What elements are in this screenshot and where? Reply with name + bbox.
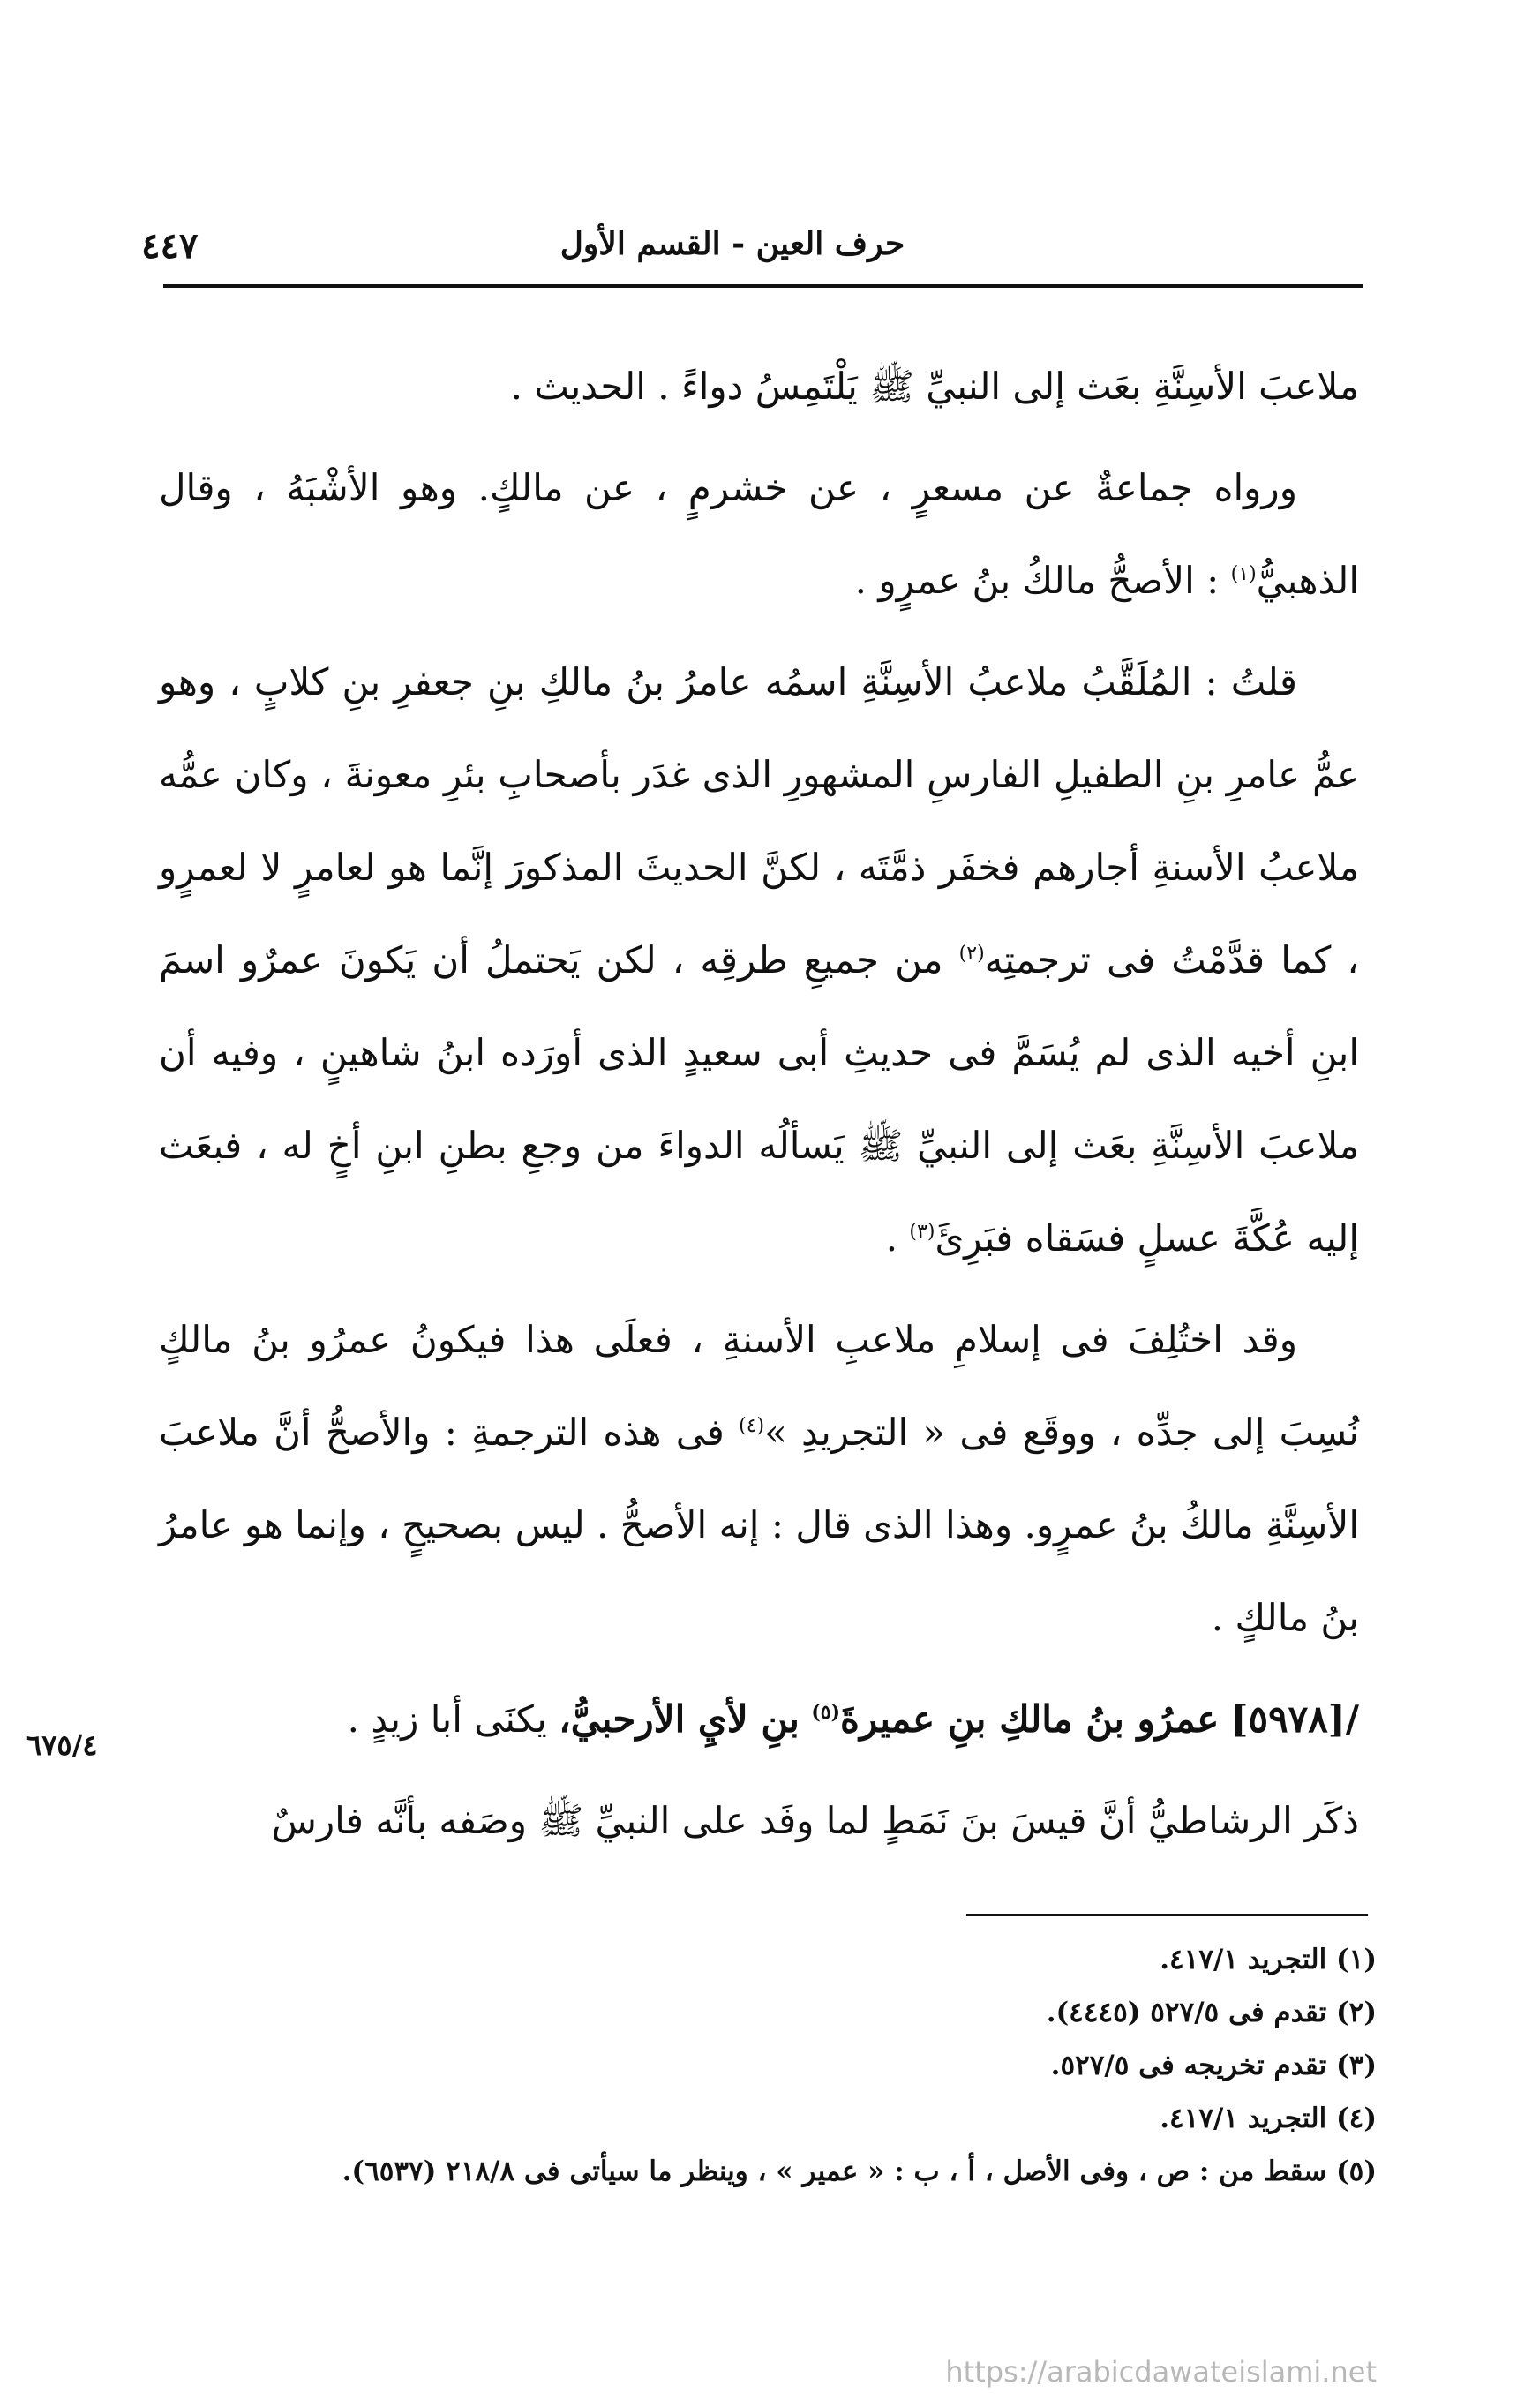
footnote-marker-3: (٣) xyxy=(909,1221,935,1243)
paragraph-2-text: ورواه جماعةٌ عن مسعرٍ ، عن خشرمٍ ، عن مالكٍ. وهو الأشْبَهُ ، وقال الذهبيُّ xyxy=(159,466,1359,602)
footnote-marker-4: (٤) xyxy=(739,1415,765,1437)
page-number: ٤٤٧ xyxy=(141,225,199,267)
watermark-url: https://arabicdawateislami.net xyxy=(945,2355,1377,2389)
footnote-5: (٥) سقط من : ص ، وفى الأصل ، أ ، ب : « عمير » ، وينظر ما سيأتى فى ٢١٨/٨ (٦٥٣٧). xyxy=(342,2156,1377,2187)
footnotes xyxy=(159,1933,1377,2198)
paragraph-3 xyxy=(159,636,1359,1284)
footnote-3: (٣) تقدم تخريجه فى ٥٢٧/٥. xyxy=(1050,2050,1377,2081)
footnote-1: (١) التجريد ٤١٧/١. xyxy=(1160,1944,1377,1975)
footnote-marker-5: (٥) xyxy=(811,1701,841,1724)
entry-name-continued: بنِ لأيِ الأرحبيُّ، xyxy=(559,1697,800,1741)
footnote-4: (٤) التجريد ٤١٧/١. xyxy=(1160,2103,1377,2134)
footnote-marker-1: (١) xyxy=(1230,563,1257,585)
paragraph-5-text: ذكَر الرشاطيُّ أنَّ قيسَ بنَ نَمَطٍ لما وفَد على النبيِّ ﷺ وصَفه بأنَّه فارسٌ xyxy=(271,1799,1359,1842)
header-divider xyxy=(163,284,1363,288)
footnote-2: (٢) تقدم فى ٥٢٧/٥ (٤٤٤٥). xyxy=(1046,1997,1377,2028)
paragraph-4-part-b: فى هذه الترجمةِ : والأصحُّ أنَّ ملاعبَ الأسِنَّةِ مالكُ بنُ عمرٍو. وهذا الذى قال : إنه الأصحُّ . ليس بصحيحٍ ، وإنما هو عامرُ بنُ مالكٍ . xyxy=(159,1411,1359,1639)
paragraph-4-part-a: وقد اختُلِفَ فى إسلامِ ملاعبِ الأسنةِ ، فعلَى هذا فيكونُ عمرُو بنُ مالكٍ نُسِبَ إلى جدِّه ، ووقَع فى « التجريدِ » xyxy=(159,1318,1359,1454)
entry-heading xyxy=(159,1673,1359,1765)
margin-reference: ٦٧٥/٤ xyxy=(26,1728,98,1762)
footnote-marker-2: (٢) xyxy=(958,943,985,965)
entry-name: عمرُو بنُ مالكِ بنِ عميرةَ xyxy=(840,1697,1220,1741)
paragraph-2 xyxy=(159,441,1359,627)
paragraph-3-end: . xyxy=(885,1216,898,1260)
footnote-divider xyxy=(966,1914,1368,1916)
paragraph-1-text: ملاعبَ الأسِنَّةِ بعَث إلى النبيِّ ﷺ يَلْتَمِسُ دواءً . الحديث . xyxy=(510,365,1359,408)
paragraph-2-end: : الأصحُّ مالكُ بنُ عمرٍو . xyxy=(854,559,1220,602)
entry-kunya: يكنَى أبا زيدٍ . xyxy=(347,1697,547,1741)
running-header-title: حرف العين - القسم الأول xyxy=(559,225,905,262)
paragraph-5 xyxy=(159,1774,1359,1867)
paragraph-3-part-a: قلتُ : المُلَقَّبُ ملاعبُ الأسِنَّةِ اسمُه عامرُ بنُ مالكِ بنِ جعفرِ بنِ كلابٍ ، وهو عمُّ عامرِ بنِ الطفيلِ الفارسِ المشهورِ الذى غدَر بأصحابِ بئرِ معونةَ ، وكان عمُّه ملاعبُ الأسنةِ أجارهم فخفَر ذمَّتَه ، لكنَّ الحديثَ المذكورَ إنَّما هو لعامرٍ لا لعمرٍو ، كما قدَّمْتُ فى ترجمتِه xyxy=(159,660,1359,982)
paragraph-4 xyxy=(159,1293,1359,1664)
entry-number: /[٥٩٧٨] xyxy=(1230,1697,1359,1741)
paragraph-3-part-b: من جميعِ طرقِه ، لكن يَحتملُ أن يَكونَ عمرٌو اسمَ ابنِ أخيه الذى لم يُسَمَّ فى حديثِ أبى سعيدٍ الذى أورَده ابنُ شاهينٍ ، وفيه أن ملاعبَ الأسِنَّةِ بعَث إلى النبيِّ ﷺ يَسألُه الدواءَ من وجعِ بطنِ ابنِ أخٍ له ، فبعَث إليه عُكَّةَ عسلٍ فسَقاه فبَرِئَ xyxy=(159,938,1359,1260)
paragraph-1 xyxy=(159,340,1359,433)
main-text xyxy=(159,340,1359,1876)
